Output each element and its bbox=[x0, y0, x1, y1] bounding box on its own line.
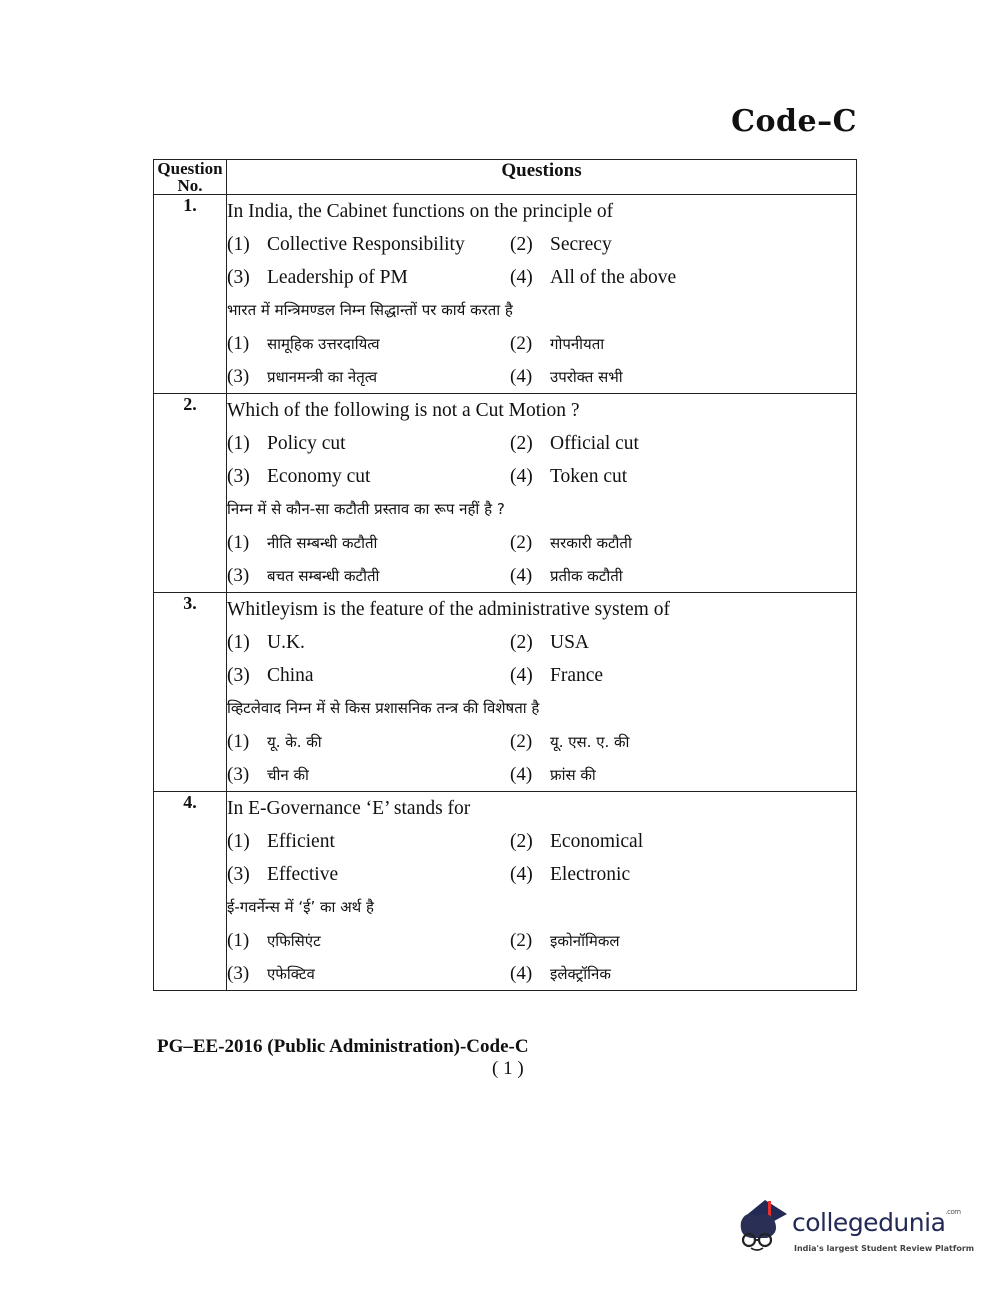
option-1 bbox=[227, 825, 510, 858]
footer-paper-title: PG–EE-2016 (Public Administration)-Code-C bbox=[157, 1036, 529, 1057]
option-1-hindi bbox=[227, 924, 510, 957]
question-stem: Whitleyism is the feature of the administrative system of bbox=[227, 599, 670, 620]
option-text: यू. एस. ए. की bbox=[550, 733, 630, 751]
option-3 bbox=[227, 460, 510, 493]
option-text: Electronic bbox=[550, 864, 631, 885]
option-2 bbox=[510, 626, 856, 659]
options-english bbox=[227, 626, 856, 692]
option-number: (3) bbox=[227, 764, 250, 785]
page-number: ( 1 ) bbox=[492, 1058, 524, 1079]
option-text: एफिसिएंट bbox=[267, 932, 321, 950]
question-row bbox=[154, 394, 857, 593]
collegedunia-logo bbox=[735, 1196, 975, 1266]
option-text: चीन की bbox=[267, 766, 309, 784]
questions-body bbox=[154, 195, 857, 991]
option-1-hindi bbox=[227, 327, 510, 360]
option-text: Efficient bbox=[267, 831, 335, 852]
option-2-hindi bbox=[510, 725, 856, 758]
question-stem-hindi: व्हिटलेवाद निम्न में से किस प्रशासनिक तन्त्र की विशेषता है bbox=[227, 699, 540, 717]
option-4 bbox=[510, 261, 856, 294]
option-number: (1) bbox=[227, 831, 250, 852]
option-number: (1) bbox=[227, 632, 250, 653]
option-number: (2) bbox=[510, 433, 533, 454]
question-content bbox=[227, 394, 857, 593]
option-3 bbox=[227, 858, 510, 891]
question-content bbox=[227, 792, 857, 991]
question-stem: In India, the Cabinet functions on the principle of bbox=[227, 201, 614, 222]
option-2-hindi bbox=[510, 327, 856, 360]
option-text: यू. के. की bbox=[267, 733, 322, 751]
option-text: नीति सम्बन्धी कटौती bbox=[267, 534, 378, 552]
question-number: 3. bbox=[154, 593, 227, 792]
option-text: इलेक्ट्रॉनिक bbox=[550, 965, 611, 983]
option-text: प्रधानमन्त्री का नेतृत्व bbox=[267, 368, 378, 386]
option-number: (4) bbox=[510, 366, 533, 387]
option-number: (2) bbox=[510, 731, 533, 752]
question-row bbox=[154, 593, 857, 792]
option-number: (4) bbox=[510, 267, 533, 288]
option-1-hindi bbox=[227, 526, 510, 559]
option-number: (4) bbox=[510, 963, 533, 984]
option-3-hindi bbox=[227, 559, 510, 592]
option-text: Collective Responsibility bbox=[267, 234, 465, 255]
option-2-hindi bbox=[510, 924, 856, 957]
option-2-hindi bbox=[510, 526, 856, 559]
option-number: (3) bbox=[227, 665, 250, 686]
options-english bbox=[227, 825, 856, 891]
question-number: 2. bbox=[154, 394, 227, 593]
option-text: एफेक्टिव bbox=[267, 965, 315, 983]
option-3-hindi bbox=[227, 957, 510, 990]
option-text: बचत सम्बन्धी कटौती bbox=[267, 567, 380, 585]
option-3 bbox=[227, 261, 510, 294]
option-text: इकोनॉमिकल bbox=[550, 932, 620, 950]
option-text: Official cut bbox=[550, 433, 639, 454]
option-number: (3) bbox=[227, 366, 250, 387]
paper-code: Code–C bbox=[731, 104, 857, 139]
option-number: (3) bbox=[227, 963, 250, 984]
option-1 bbox=[227, 228, 510, 261]
option-number: (3) bbox=[227, 864, 250, 885]
option-text: गोपनीयता bbox=[550, 335, 605, 353]
option-number: (4) bbox=[510, 565, 533, 586]
option-number: (1) bbox=[227, 731, 250, 752]
option-text: China bbox=[267, 665, 314, 686]
option-text: Secrecy bbox=[550, 234, 612, 255]
option-text: U.K. bbox=[267, 632, 305, 653]
column-header-questions: Questions bbox=[227, 160, 857, 195]
option-text: प्रतीक कटौती bbox=[550, 567, 623, 585]
option-text: Leadership of PM bbox=[267, 267, 408, 288]
option-number: (4) bbox=[510, 764, 533, 785]
option-number: (4) bbox=[510, 466, 533, 487]
options-hindi bbox=[227, 526, 856, 592]
question-number: 1. bbox=[154, 195, 227, 394]
logo-tagline: India's largest Student Review Platform bbox=[794, 1244, 975, 1253]
column-header-question-no: Question No. bbox=[154, 160, 227, 195]
option-number: (2) bbox=[510, 831, 533, 852]
options-hindi bbox=[227, 924, 856, 990]
option-number: (1) bbox=[227, 333, 250, 354]
option-4-hindi bbox=[510, 360, 856, 393]
option-number: (2) bbox=[510, 234, 533, 255]
option-2 bbox=[510, 825, 856, 858]
option-number: (1) bbox=[227, 433, 250, 454]
option-1 bbox=[227, 626, 510, 659]
option-number: (2) bbox=[510, 532, 533, 553]
option-4 bbox=[510, 659, 856, 692]
question-stem-hindi: ई-गवर्नेन्स में ‘ई’ का अर्थ है bbox=[227, 898, 374, 916]
option-3 bbox=[227, 659, 510, 692]
option-text: Token cut bbox=[550, 466, 628, 487]
question-stem-hindi: भारत में मन्त्रिमण्डल निम्न सिद्धान्तों पर कार्य करता है bbox=[227, 301, 513, 319]
option-text: Economical bbox=[550, 831, 644, 852]
option-number: (1) bbox=[227, 532, 250, 553]
option-text: Effective bbox=[267, 864, 339, 885]
question-stem-hindi: निम्न में से कौन-सा कटौती प्रस्ताव का रूप नहीं है ? bbox=[227, 500, 505, 518]
option-text: उपरोक्त सभी bbox=[550, 368, 623, 386]
options-hindi bbox=[227, 327, 856, 393]
option-number: (1) bbox=[227, 930, 250, 951]
option-text: फ्रांस की bbox=[550, 766, 596, 784]
mascot-logo-icon bbox=[735, 1196, 791, 1254]
logo-domain-suffix: .com bbox=[945, 1208, 961, 1216]
question-content bbox=[227, 195, 857, 394]
options-english bbox=[227, 427, 856, 493]
option-3-hindi bbox=[227, 360, 510, 393]
option-1 bbox=[227, 427, 510, 460]
option-4 bbox=[510, 858, 856, 891]
option-number: (2) bbox=[510, 632, 533, 653]
option-1-hindi bbox=[227, 725, 510, 758]
option-text: France bbox=[550, 665, 604, 686]
option-4 bbox=[510, 460, 856, 493]
option-2 bbox=[510, 427, 856, 460]
option-4-hindi bbox=[510, 957, 856, 990]
table-header-row bbox=[154, 160, 857, 195]
option-number: (2) bbox=[510, 930, 533, 951]
option-text: Policy cut bbox=[267, 433, 346, 454]
option-text: Economy cut bbox=[267, 466, 371, 487]
options-english bbox=[227, 228, 856, 294]
question-stem: In E-Governance ‘E’ stands for bbox=[227, 798, 471, 819]
option-number: (3) bbox=[227, 267, 250, 288]
question-row bbox=[154, 792, 857, 991]
option-text: All of the above bbox=[550, 267, 677, 288]
option-3-hindi bbox=[227, 758, 510, 791]
question-stem: Which of the following is not a Cut Motion ? bbox=[227, 400, 580, 421]
options-hindi bbox=[227, 725, 856, 791]
option-text: USA bbox=[550, 632, 590, 653]
option-4-hindi bbox=[510, 758, 856, 791]
option-4-hindi bbox=[510, 559, 856, 592]
option-number: (3) bbox=[227, 565, 250, 586]
option-number: (4) bbox=[510, 864, 533, 885]
question-row bbox=[154, 195, 857, 394]
option-number: (1) bbox=[227, 234, 250, 255]
option-number: (4) bbox=[510, 665, 533, 686]
option-number: (3) bbox=[227, 466, 250, 487]
questions-table bbox=[153, 159, 857, 991]
question-number: 4. bbox=[154, 792, 227, 991]
option-text: सामूहिक उत्तरदायित्व bbox=[267, 335, 380, 353]
option-text: सरकारी कटौती bbox=[550, 534, 632, 552]
option-number: (2) bbox=[510, 333, 533, 354]
logo-wordmark: collegedunia bbox=[792, 1208, 946, 1237]
question-content bbox=[227, 593, 857, 792]
option-2 bbox=[510, 228, 856, 261]
